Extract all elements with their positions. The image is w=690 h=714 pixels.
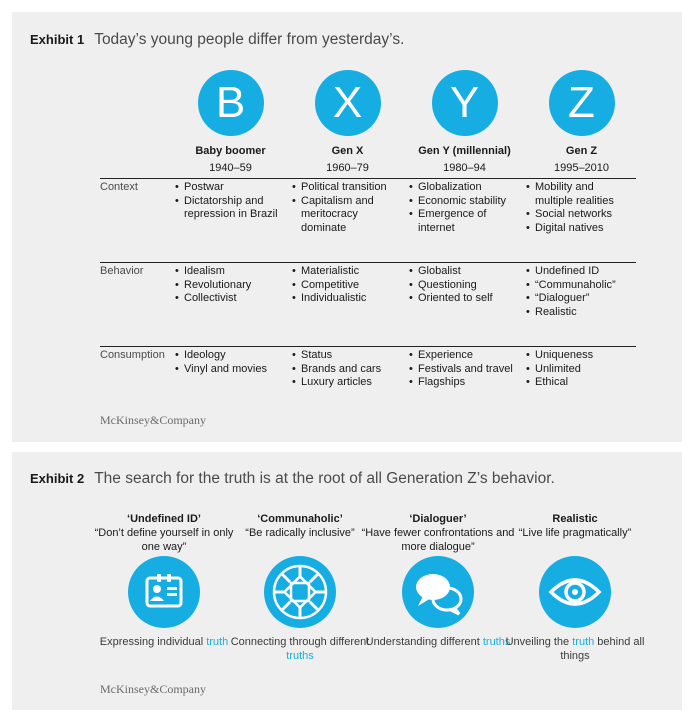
generation-column-z xyxy=(523,70,640,174)
generation-column-x xyxy=(289,70,406,174)
trait-name: Realistic xyxy=(552,513,598,525)
trait-dialoguer xyxy=(358,512,518,554)
caption-text: Connecting through different xyxy=(230,636,370,648)
list-item: • Idealism xyxy=(175,265,290,279)
generation-letter-badge: Z xyxy=(549,70,615,136)
list-item: • Luxury articles xyxy=(292,376,404,390)
list-item: • Ethical xyxy=(526,376,634,390)
caption-text: Expressing individual xyxy=(99,636,207,648)
caption-highlight: truths xyxy=(286,650,314,662)
exhibit-2-header xyxy=(30,470,555,488)
exhibit-1-title: Today’s young people differ from yesterday’s. xyxy=(94,31,405,48)
consumption-geny-list xyxy=(409,349,527,390)
caption-highlight: truth xyxy=(206,636,229,648)
list-item: • Capitalism and meritocracy dominate xyxy=(292,195,404,236)
behavior-boomer-list xyxy=(175,265,290,306)
trait-name: ‘Undefined ID’ xyxy=(127,513,201,525)
generation-letter-badge: B xyxy=(198,70,264,136)
consumption-boomer-list xyxy=(175,349,290,376)
generation-name: Gen Y (millennial) xyxy=(418,145,511,157)
list-item: • “Dialoguer” xyxy=(526,292,636,306)
row-divider xyxy=(100,262,636,263)
list-item: • Digital natives xyxy=(526,222,634,236)
list-item: • Individualistic xyxy=(292,292,404,306)
list-item: • Emergence of internet xyxy=(409,208,524,235)
generation-years: 1940–59 xyxy=(209,162,252,174)
generation-column-y xyxy=(406,70,523,174)
list-item: • Undefined ID xyxy=(526,265,636,279)
trait-quote: “Live life pragmatically” xyxy=(518,527,632,539)
list-item: • Economic stability xyxy=(409,195,524,209)
list-item: • Globalization xyxy=(409,181,524,195)
generation-name: Gen X xyxy=(331,145,364,157)
trait-caption xyxy=(495,635,655,663)
trait-name: ‘Dialoguer’ xyxy=(409,513,467,525)
trait-quote: “Don’t define yourself in only one way” xyxy=(94,527,234,553)
generation-column-b xyxy=(172,70,289,174)
list-item: • Unlimited xyxy=(526,363,634,377)
list-item: • Collectivist xyxy=(175,292,290,306)
speech-bubbles-icon xyxy=(402,556,474,628)
list-item: • Political transition xyxy=(292,181,404,195)
generation-name: Baby boomer xyxy=(195,145,266,157)
list-item: • Competitive xyxy=(292,279,404,293)
context-geny-list xyxy=(409,181,524,235)
list-item: • Uniqueness xyxy=(526,349,634,363)
consumption-genx-list xyxy=(292,349,404,390)
list-item: • Realistic xyxy=(526,306,636,320)
list-item: • Oriented to self xyxy=(409,292,524,306)
exhibit-2-number: Exhibit 2 xyxy=(30,471,85,486)
row-label-consumption: Consumption xyxy=(100,349,165,361)
list-item: • Questioning xyxy=(409,279,524,293)
trait-quote: “Have fewer confrontations and more dialogue” xyxy=(361,527,515,553)
list-item: • Revolutionary xyxy=(175,279,290,293)
context-genz-list xyxy=(526,181,634,235)
caption-text: Unveiling the xyxy=(505,636,573,648)
exhibit-2-panel xyxy=(12,452,682,710)
trait-quote: “Be radically inclusive” xyxy=(245,527,355,539)
list-item: • Brands and cars xyxy=(292,363,404,377)
generation-name: Gen Z xyxy=(565,145,598,157)
trait-caption xyxy=(358,635,518,649)
list-item: • Ideology xyxy=(175,349,290,363)
row-divider xyxy=(100,346,636,347)
list-item: • Vinyl and movies xyxy=(175,363,290,377)
generation-letter-badge: X xyxy=(315,70,381,136)
list-item: • Materialistic xyxy=(292,265,404,279)
consumption-genz-list xyxy=(526,349,634,390)
list-item: • Experience xyxy=(409,349,527,363)
context-boomer-list xyxy=(175,181,290,222)
trait-realistic xyxy=(495,512,655,540)
list-item: • Dictatorship and repression in Brazil xyxy=(175,195,290,222)
exhibit-2-title: The search for the truth is at the root of all Generation Z’s behavior. xyxy=(94,470,555,487)
behavior-genz-list xyxy=(526,265,636,319)
generation-letter-badge: Y xyxy=(432,70,498,136)
trait-caption xyxy=(220,635,380,663)
behavior-genx-list xyxy=(292,265,404,306)
exhibit-1-number: Exhibit 1 xyxy=(30,32,85,47)
linked-hands-icon xyxy=(264,556,336,628)
list-item: • Mobility and multiple realities xyxy=(526,181,634,208)
mckinsey-logo: McKinsey&Company xyxy=(100,682,206,696)
list-item: • Globalist xyxy=(409,265,524,279)
generation-years: 1995–2010 xyxy=(553,162,610,174)
exhibit-1-header xyxy=(30,31,404,49)
list-item: • Social networks xyxy=(526,208,634,222)
list-item: • Flagships xyxy=(409,376,527,390)
caption-text: Understanding different xyxy=(365,636,483,648)
context-genx-list xyxy=(292,181,404,235)
list-item: • “Communaholic” xyxy=(526,279,636,293)
behavior-geny-list xyxy=(409,265,524,306)
list-item: • Status xyxy=(292,349,404,363)
generation-years: 1980–94 xyxy=(443,162,486,174)
caption-highlight: truth xyxy=(572,636,595,648)
trait-name: ‘Communaholic’ xyxy=(257,513,343,525)
eye-icon xyxy=(539,556,611,628)
list-item: • Postwar xyxy=(175,181,290,195)
list-item: • Festivals and travel xyxy=(409,363,527,377)
trait-communaholic xyxy=(220,512,380,540)
row-divider xyxy=(100,178,636,179)
caption-text: behind all things xyxy=(560,636,645,662)
caption-highlight: truths xyxy=(482,636,511,648)
generation-years: 1960–79 xyxy=(326,162,369,174)
row-label-behavior: Behavior xyxy=(100,265,144,277)
id-card-icon xyxy=(128,556,200,628)
row-label-context: Context xyxy=(100,181,138,193)
exhibit-1-panel xyxy=(12,12,682,442)
mckinsey-logo: McKinsey&Company xyxy=(100,413,206,427)
